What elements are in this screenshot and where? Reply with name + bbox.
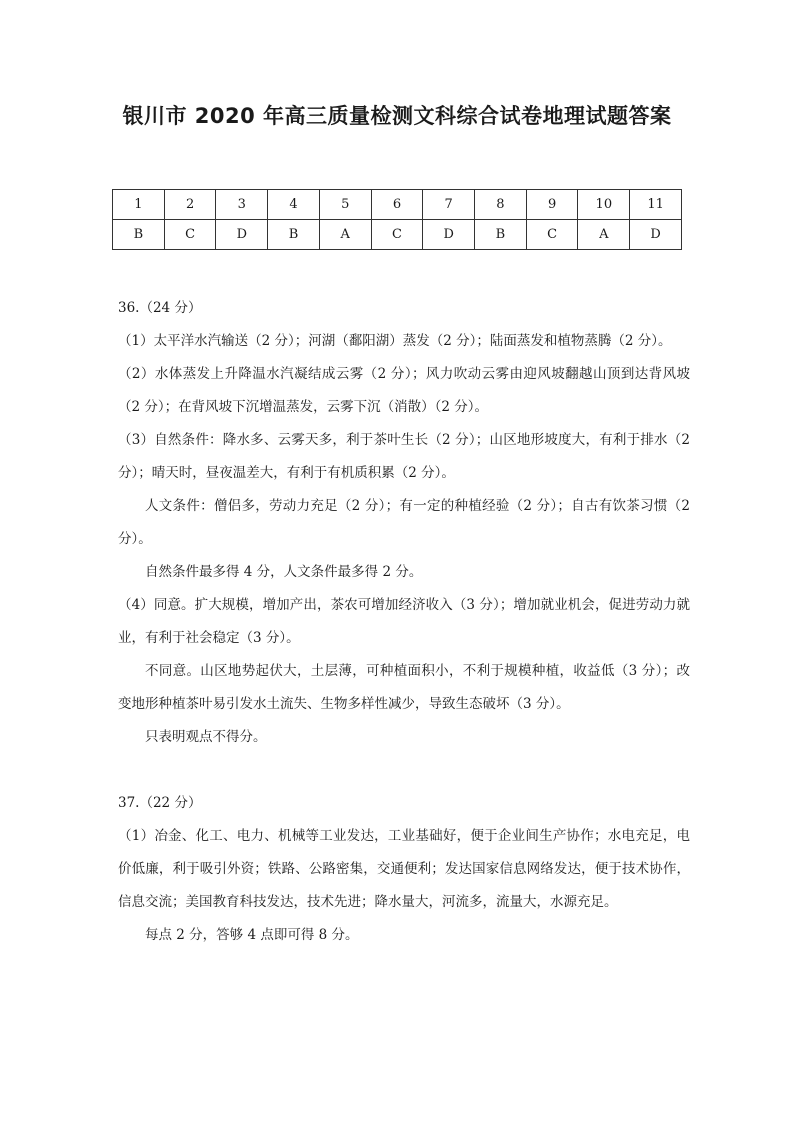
table-cell-answer: D [423, 220, 475, 250]
section-gap [118, 754, 690, 787]
table-cell-answer: C [371, 220, 423, 250]
table-cell-number: 3 [216, 190, 268, 220]
q36-part2: （2）水体蒸发上升降温水汽凝结成云雾（2 分）；风力吹动云雾由迎风坡翻越山顶到达背风坡（2 分）；在背风坡下沉增温蒸发，云雾下沉（消散）（2 分）。 [118, 366, 690, 415]
question-number-row [113, 190, 682, 220]
table-cell-answer: C [526, 220, 578, 250]
table-cell-answer: C [164, 220, 216, 250]
table-cell-number: 9 [526, 190, 578, 220]
q36-part1: （1）太平洋水汽输送（2 分）；河湖（鄱阳湖）蒸发（2 分）；陆面蒸发和植物蒸腾（2 分）。 [118, 333, 672, 349]
answer-row [113, 220, 682, 250]
answer-table [112, 189, 682, 250]
table-cell-number: 2 [164, 190, 216, 220]
q36-header: 36.（24 分） [118, 300, 202, 316]
q36-part3-human: 人文条件：僧侣多，劳动力充足（2 分）；有一定的种植经验（2 分）；自古有饮茶习惯（2 分）。 [118, 498, 690, 547]
q36-part4-note: 只表明观点不得分。 [145, 729, 267, 745]
table-cell-number: 6 [371, 190, 423, 220]
table-cell-number: 7 [423, 190, 475, 220]
table-cell-number: 4 [268, 190, 320, 220]
answer-content [118, 292, 690, 952]
q37-header: 37.（22 分） [118, 795, 202, 811]
table-cell-number: 10 [578, 190, 630, 220]
table-cell-answer: D [630, 220, 682, 250]
table-cell-answer: B [268, 220, 320, 250]
q36-part4-disagree: 不同意。山区地势起伏大，土层薄，可种植面积小，不利于规模种植，收益低（3 分）；改变地形种植茶叶易引发水土流失、生物多样性减少，导致生态破坏（3 分）。 [118, 663, 690, 712]
table-cell-number: 5 [319, 190, 371, 220]
table-cell-number: 11 [630, 190, 682, 220]
q36-part4: （4）同意。扩大规模，增加产出，茶农可增加经济收入（3 分）；增加就业机会，促进劳动力就业，有利于社会稳定（3 分）。 [118, 597, 690, 646]
q37-part1: （1）冶金、化工、电力、机械等工业发达，工业基础好，便于企业间生产协作；水电充足，电价低廉，利于吸引外资；铁路、公路密集，交通便利；发达国家信息网络发达，便于技术协作，信息交流；美国教育科技发达，技术先进；降水量大，河流多，流量大，水源充足。 [118, 828, 690, 910]
table-cell-answer: B [113, 220, 165, 250]
q36-part3-note: 自然条件最多得 4 分，人文条件最多得 2 分。 [145, 564, 423, 580]
page-title: 银川市 2020 年高三质量检测文科综合试卷地理试题答案 [122, 104, 672, 128]
q37-part1-note: 每点 2 分，答够 4 点即可得 8 分。 [145, 927, 359, 943]
table-cell-number: 1 [113, 190, 165, 220]
table-cell-number: 8 [475, 190, 527, 220]
table-cell-answer: B [475, 220, 527, 250]
q36-part3: （3）自然条件：降水多、云雾天多，利于茶叶生长（2 分）；山区地形坡度大，有利于排水（2 分）；晴天时，昼夜温差大，有利于有机质积累（2 分）。 [118, 432, 690, 481]
table-cell-answer: A [578, 220, 630, 250]
table-cell-answer: D [216, 220, 268, 250]
table-cell-answer: A [319, 220, 371, 250]
